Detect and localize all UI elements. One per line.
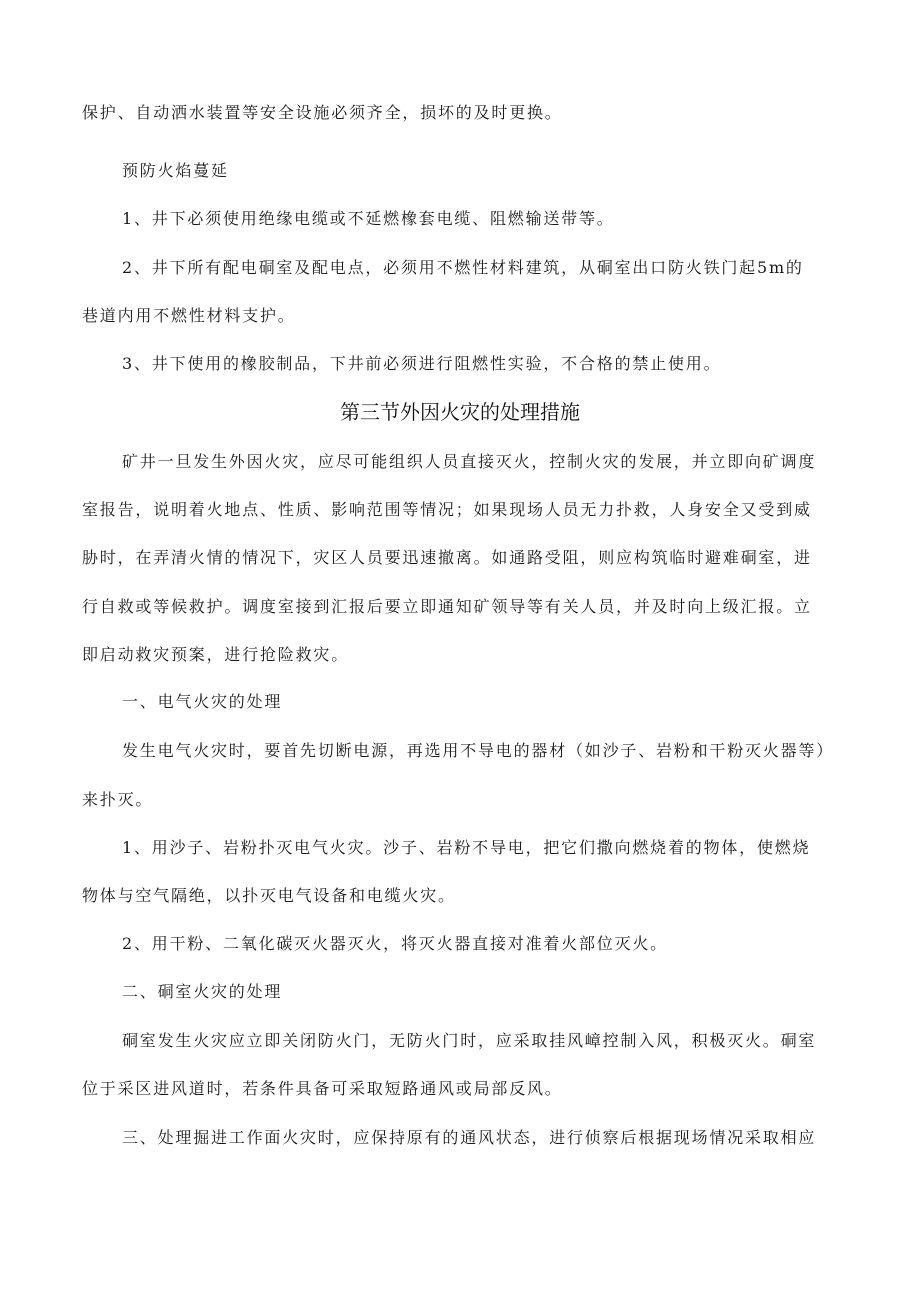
paragraph-line: 硐室发生火灾应立即关闭防火门，无防火门时，应采取挂风嶂控制入风，积极灭火。硐室 — [122, 1031, 817, 1050]
subsection-title-electrical-fire: 一、电气火灾的处理 — [122, 692, 283, 711]
paragraph-line: 行自救或等候救护。调度室接到汇报后要立即通知矿领导等有关人员，并及时向上级汇报。立 — [82, 597, 812, 616]
subsection-title-prevent-spread: 预防火焰蔓延 — [122, 161, 229, 180]
list-item-2: 2、井下所有配电硐室及配电点，必须用不燃性材料建筑，从硐室出口防火铁门起5m的 — [122, 258, 804, 277]
paragraph-line: 即启动救灾预案，进行抢险救灾。 — [82, 645, 350, 664]
paragraph-line: 胁时，在弄清火情的情况下，灾区人员要迅速撤离。如通路受阻，则应构筑临时避难硐室，进 — [82, 548, 812, 567]
paragraph-line: 来扑灭。 — [82, 790, 154, 809]
section-heading: 第三节外因火灾的处理措施 — [340, 400, 580, 424]
subsection-title-heading-face-fire: 三、处理掘进工作面火灾时，应保持原有的通风状态，进行侦察后根据现场情况采取相应 — [122, 1128, 817, 1147]
paragraph-line: 矿井一旦发生外因火灾，应尽可能组织人员直接灭火，控制火灾的发展，并立即向矿调度 — [122, 452, 817, 471]
list-item-1-continuation: 物体与空气隔绝，以扑灭电气设备和电缆火灾。 — [82, 886, 456, 905]
list-item-2-continuation: 巷道内用不燃性材料支护。 — [82, 306, 296, 325]
list-item-1: 1、用沙子、岩粉扑灭电气火灾。沙子、岩粉不导电，把它们撒向燃烧着的物体，使燃烧 — [122, 838, 811, 857]
subsection-title-chamber-fire: 二、硐室火灾的处理 — [122, 982, 283, 1001]
list-item-1: 1、井下必须使用绝缘电缆或不延燃橡套电缆、阻燃输送带等。 — [122, 209, 615, 228]
list-item-3: 3、井下使用的橡胶制品，下井前必须进行阻燃性实验，不合格的禁止使用。 — [122, 354, 722, 373]
list-item-2: 2、用干粉、二氧化碳灭火器灭火，将灭火器直接对准着火部位灭火。 — [122, 934, 668, 953]
paragraph-line: 发生电气火灾时，要首先切断电源，再选用不导电的器材（如沙子、岩粉和干粉灭火器等） — [122, 741, 835, 760]
paragraph-line: 室报告，说明着火地点、性质、影响范围等情况；如果现场人员无力扑救，人身安全又受到威 — [82, 500, 812, 519]
paragraph-line: 位于采区进风道时，若条件具备可采取短路通风或局部反风。 — [82, 1079, 563, 1098]
paragraph-line: 保护、自动洒水装置等安全设施必须齐全，损坏的及时更换。 — [82, 103, 563, 122]
